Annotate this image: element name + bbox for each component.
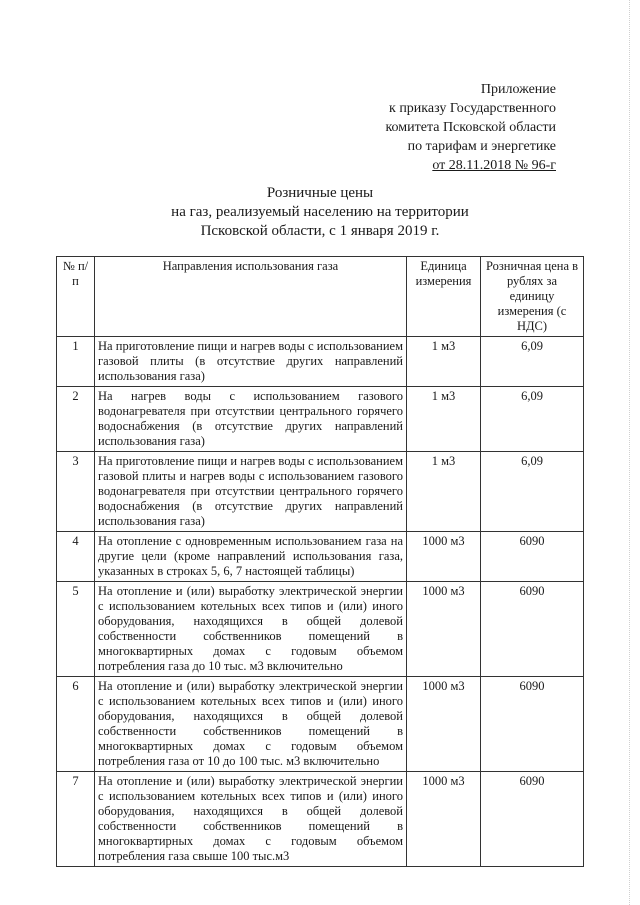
- table-row: [57, 532, 584, 582]
- title-line: Розничные цены: [266, 185, 374, 201]
- row-direction: На отопление с одновременным использованием газа на другие цели (кроме направлений использования газа, указанных в строках 5, 6, 7 настоящей таблицы): [95, 532, 407, 582]
- price-table: [56, 256, 584, 867]
- row-direction: На отопление и (или) выработку электрической энергии с использованием котельных всех типов и (или) иного оборудования, находящихся в общей долевой собственности собственников помещений в многоквартирных домах с годовым объемом потребления газа от 10 до 100 тыс. м3 включительно: [95, 677, 407, 772]
- header-unit: Единица измерения: [407, 257, 481, 337]
- row-unit: 1000 м3: [407, 582, 481, 677]
- table-row: [57, 677, 584, 772]
- row-num: 7: [57, 772, 95, 867]
- row-num: 6: [57, 677, 95, 772]
- table-header-row: [57, 257, 584, 337]
- header-num: № п/п: [57, 257, 95, 337]
- row-price: 6090: [481, 677, 584, 772]
- row-num: 1: [57, 337, 95, 387]
- row-direction: На приготовление пищи и нагрев воды с использованием газовой плиты (в отсутствие других направлений использования газа): [95, 337, 407, 387]
- header-price: Розничная цена в рублях за единицу измерения (с НДС): [481, 257, 584, 337]
- table-row: [57, 582, 584, 677]
- header-direction: Направления использования газа: [95, 257, 407, 337]
- appendix-order-date: от 28.11.2018 № 96-г: [432, 158, 556, 173]
- row-direction: На отопление и (или) выработку электрической энергии с использованием котельных всех типов и (или) иного оборудования, находящихся в общей долевой собственности собственников помещений в многоквартирных домах с годовым объемом потребления газа до 10 тыс. м3 включительно: [95, 582, 407, 677]
- title-line: Псковской области, с 1 января 2019 г.: [200, 223, 440, 239]
- scan-edge-artifact: [629, 0, 640, 905]
- table-row: [57, 387, 584, 452]
- row-direction: На нагрев воды с использованием газового водонагревателя при отсутствии центрального горячего водоснабжения (в отсутствие других направлений использования газа): [95, 387, 407, 452]
- row-unit: 1000 м3: [407, 772, 481, 867]
- appendix-line: Приложение: [480, 82, 556, 97]
- appendix-line: комитета Псковской области: [385, 120, 556, 135]
- appendix-line: по тарифам и энергетике: [407, 139, 556, 154]
- row-num: 5: [57, 582, 95, 677]
- table-row: [57, 452, 584, 532]
- row-num: 2: [57, 387, 95, 452]
- row-price: 6,09: [481, 452, 584, 532]
- row-num: 4: [57, 532, 95, 582]
- table-row: [57, 772, 584, 867]
- appendix-header: [330, 80, 556, 175]
- title-line: на газ, реализуемый населению на территории: [171, 204, 469, 220]
- row-price: 6090: [481, 772, 584, 867]
- row-unit: 1 м3: [407, 387, 481, 452]
- document-title: [0, 184, 640, 241]
- row-price: 6090: [481, 532, 584, 582]
- row-unit: 1 м3: [407, 337, 481, 387]
- appendix-line: к приказу Государственного: [389, 101, 556, 116]
- row-price: 6,09: [481, 337, 584, 387]
- row-price: 6090: [481, 582, 584, 677]
- row-unit: 1000 м3: [407, 677, 481, 772]
- table-row: [57, 337, 584, 387]
- row-direction: На отопление и (или) выработку электрической энергии с использованием котельных всех типов и (или) иного оборудования, находящихся в общей долевой собственности собственников помещений в многоквартирных домах с годовым объемом потребления газа свыше 100 тыс.м3: [95, 772, 407, 867]
- row-unit: 1000 м3: [407, 532, 481, 582]
- row-direction: На приготовление пищи и нагрев воды с использованием газовой плиты и нагрев воды с использованием газового водонагревателя при отсутствии центрального горячего водоснабжения (в отсутствие других направлений использования газа): [95, 452, 407, 532]
- row-num: 3: [57, 452, 95, 532]
- row-unit: 1 м3: [407, 452, 481, 532]
- row-price: 6,09: [481, 387, 584, 452]
